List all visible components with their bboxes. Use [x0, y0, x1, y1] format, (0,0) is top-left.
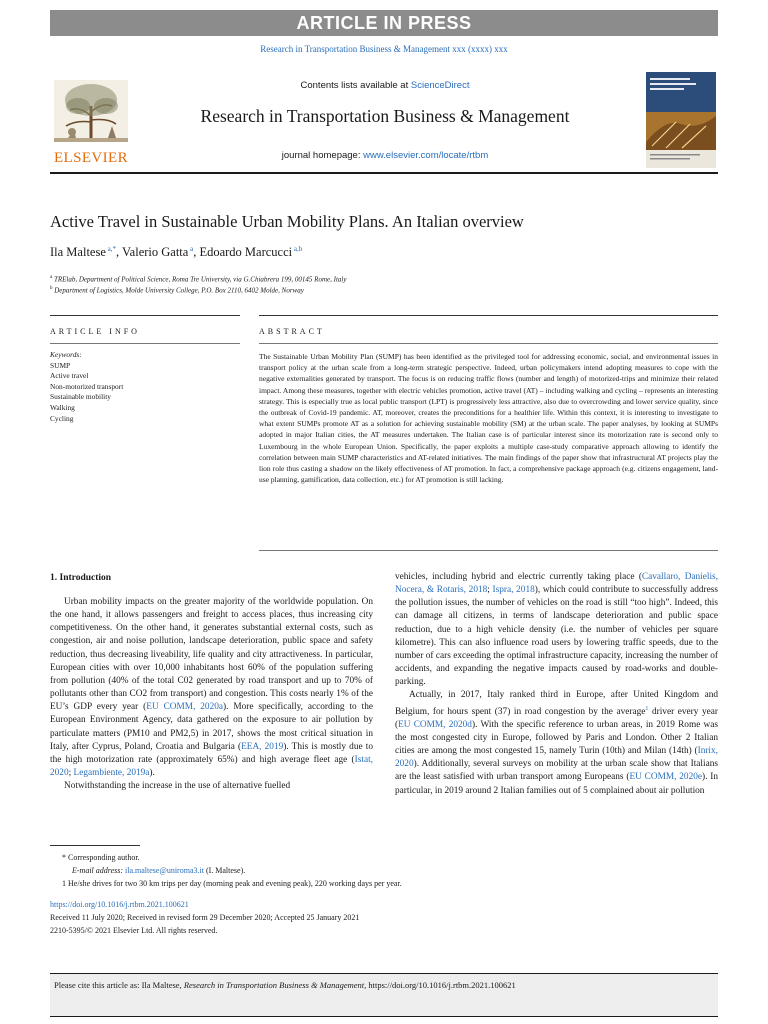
article-in-press-banner: ARTICLE IN PRESS — [50, 10, 718, 36]
doi-link[interactable]: https://doi.org/10.1016/j.rtbm.2021.100621 — [50, 900, 189, 909]
keyword: Walking — [50, 402, 75, 412]
paragraph: vehicles, including hybrid and electric currently taking place (Cavallaro, Danielis, Nocera, & Rotaris, 2018; Ispra, 2018), which could contribute to successfully address the pollution issues, the number of vehicles on the road is still “too high”. Indeed, this can damage all citizens, in terms of landscape deterioration and public space reduction, due to a high vehicle density (i.e. the number of vehicles per square kilometre). This can also influence road users by lowering traffic speeds, due to the number of cars exceeding the optimal infrastructure capacity, increasing the number of accidents, and expanding the negative impacts caused by road-works and double-parking. — [395, 572, 718, 688]
journal-cover-image — [646, 72, 716, 168]
publisher-name: ELSEVIER — [53, 150, 129, 166]
citation-text: Please cite this article as: Ila Maltese, Research in Transportation Business & Management, https://doi.org/10.1016/j.rtbm.2021.100621 — [54, 980, 516, 990]
cite-this-article-box — [50, 973, 718, 1017]
author-name[interactable]: Edoardo Marcucci — [199, 245, 293, 260]
contents-prefix: Contents lists available at — [300, 80, 411, 91]
divider — [259, 550, 718, 551]
keywords-list — [50, 350, 240, 424]
footnotes — [50, 851, 718, 890]
citation-link[interactable]: EEA, 2019 — [241, 741, 284, 752]
homepage-prefix: journal homepage: — [281, 150, 364, 161]
author-name[interactable]: Ila Maltese — [50, 245, 106, 260]
journal-homepage-link[interactable]: www.elsevier.com/locate/rtbm — [363, 150, 489, 161]
article-title: Active Travel in Sustainable Urban Mobility Plans. An Italian overview — [50, 212, 524, 231]
footnote-1: 1 He/she drives for two 30 km trips per day (morning peak and evening peak), 220 working days per year. — [62, 879, 402, 888]
body-column-left — [50, 596, 373, 793]
contents-line — [140, 80, 630, 91]
divider — [259, 343, 718, 344]
journal-header — [50, 70, 718, 174]
paragraph: Notwithstanding the increase in the use of alternative fuelled — [64, 781, 291, 792]
journal-title: Research in Transportation Business & Management — [200, 106, 570, 126]
citation-link[interactable]: EU COMM, 2020a — [146, 702, 224, 713]
citation-link[interactable]: Ispra, 2018 — [492, 585, 535, 596]
sciencedirect-link[interactable]: ScienceDirect — [410, 80, 470, 91]
keyword: Active travel — [50, 371, 89, 381]
paragraph: Actually, in 2017, Italy ranked third in Europe, after United Kingdom and Belgium, for hours spent (37) in road congestion by the average$^1$ driver every year (EU COMM, 2020d). With the specific reference to urban areas, in 2019 Rome was the most congested city in Europe, followed by Paris and London. Other 2 Italian cities are among the most congested 15, namely Turin (10th) and Milan (14th) (Inrix, 2020). Additionally, several surveys on mobility at the urban scale show that Italians are the least satisfied with urban transport among Europeans (EU COMM, 2020e). In particular, in 2019 around 2 Italian families out of 5 complained about air pollution — [395, 690, 718, 796]
citation-link[interactable]: Inrix, 2020 — [395, 746, 718, 770]
author-email-link[interactable]: ila.maltese@uniroma3.it — [125, 866, 204, 875]
divider — [50, 315, 240, 316]
journal-reference-link[interactable]: Research in Transportation Business & Management xxx (xxxx) xxx — [260, 44, 508, 54]
divider — [50, 343, 240, 344]
citation-link[interactable]: EU COMM, 2020d — [398, 719, 472, 730]
keyword: Sustainable mobility — [50, 392, 111, 402]
copyright-notice: 2210-5395/© 2021 Elsevier Ltd. All rights reserved. — [50, 926, 218, 935]
article-info-heading: ARTICLE INFO — [50, 327, 140, 336]
keyword: SUMP — [50, 360, 71, 370]
author-affiliation-marker[interactable]: a — [190, 245, 194, 253]
section-heading-introduction: 1. Introduction — [50, 573, 112, 583]
email-note: E-mail address: ila.maltese@uniroma3.it (I. Maltese). — [72, 866, 246, 875]
author-affiliation-marker[interactable]: a,b — [293, 245, 303, 253]
citation-link[interactable]: Istat, 2020 — [50, 754, 373, 779]
corresponding-author-note: * Corresponding author. — [62, 853, 140, 862]
abstract-heading: ABSTRACT — [259, 327, 325, 336]
author-list: Ila Maltese $^{a,*}$, Valerio Gatta $^a$, Edoardo Marcucci $^{a,b}$ — [50, 245, 303, 260]
publication-info — [50, 898, 718, 937]
author-name[interactable]: Valerio Gatta — [122, 245, 189, 260]
footnote-divider — [50, 845, 140, 846]
citation-link[interactable]: Cavallaro, Danielis, Nocera, & Rotaris, 2018 — [395, 572, 718, 596]
affiliation: $^a$ TRElab, Department of Political Science, Roma Tre University, via G.Chiabrera 199, 00145 Rome, Italy — [50, 275, 347, 284]
affiliation: $^b$ Department of Logistics, Molde University College, P.O. Box 2110, 6402 Molde, Norway — [50, 286, 304, 295]
homepage-line — [140, 150, 630, 161]
elsevier-logo — [50, 76, 132, 168]
body-column-right — [395, 571, 718, 798]
citation-link[interactable]: EU COMM, 2020e — [629, 772, 702, 783]
divider — [259, 315, 718, 316]
abstract-text: The Sustainable Urban Mobility Plan (SUMP) has been identified as the privileged tool for addressing economic, social, and environmental issues in transport policy at the urban scale from a long-term strategic perspective. Indeed, urban policymakers intend adopting measures to cope with the negative externalities generated by transport. The focus is on reducing traffic flows (number and length) of motorized-trips and minimize their related impact. Among these measures, together with electric vehicles promotion, active travel (AT) – including walking and cycling – represents an interesting strategy. This is especially true as local public transport (LPT) is progressively less attractive, also due to overcrowding and lower service quality, since the outbreak of Covid-19 pandemic. AT, moreover, creates the preconditions for a healthier life. Within this context, it is interesting to investigate to what extent SUMPs promote AT as a solution for achieving sustainable mobility (SM) at the urban scale. The paper analyses, by looking at SUMPs adopted in major Italian cities, the AT measures undertaken. The Italian case is of particular interest since its motorization rate is second only to Luxembourg in the whole European Union. Specifically, the paper exploits a multiple case-study comparative approach allowing to identify the correlation between main SUMP characteristics and AT-related initiatives. The main findings of the paper show that infrastructural AT projects play the lion role thus casting a shadow on the likely effectiveness of AT promotion. In fact, a comprehensive package approach (e.g. citizens engagement, land-use planning, gamification, data collection, etc.) for AT promotion is still lacking. — [259, 352, 718, 485]
received-dates: Received 11 July 2020; Received in revised form 29 December 2020; Accepted 25 January 2021 — [50, 913, 360, 922]
keywords-label: Keywords: — [50, 350, 82, 359]
footnote-marker[interactable]: 1 — [645, 705, 649, 712]
paragraph: Urban mobility impacts on the greater majority of the worldwide population. On the one hand, it allows passengers and freight to access places, thus increasing city competitiveness. On the other hand, it generates substantial external costs, such as congestion, air and noise pollution, landscape deterioration, public space and safety reduction, thus decreasing liveability, life quality and city attractiveness. In particular, European cities with over 10,000 inhabitants host 60% of the population suffering from pollution (40% of the total C02 generated by road transport and up to 70% of pollutants other than CO2 from transport) and congestion. This costs nearly 1% of the EU’s GDP every year (EU COMM, 2020a). More specifically, according to the European Environment Agency, data gathered on the exposure to air pollution by particulate matters (PM10 and PM2,5) in 2017, shows the most critical situation in Italy, after Cyprus, Poland, Croatia and Bulgaria (EEA, 2019). This is mostly due to the high motorization rate (approximately 65%) and high average fleet age (Istat, 2020; Legambiente, 2019a). — [50, 597, 373, 779]
author-affiliation-marker[interactable]: a,* — [107, 245, 116, 253]
citation-link[interactable]: Legambiente, 2019a — [73, 768, 150, 779]
keyword: Non-motorized transport — [50, 381, 124, 391]
keyword: Cycling — [50, 413, 74, 423]
